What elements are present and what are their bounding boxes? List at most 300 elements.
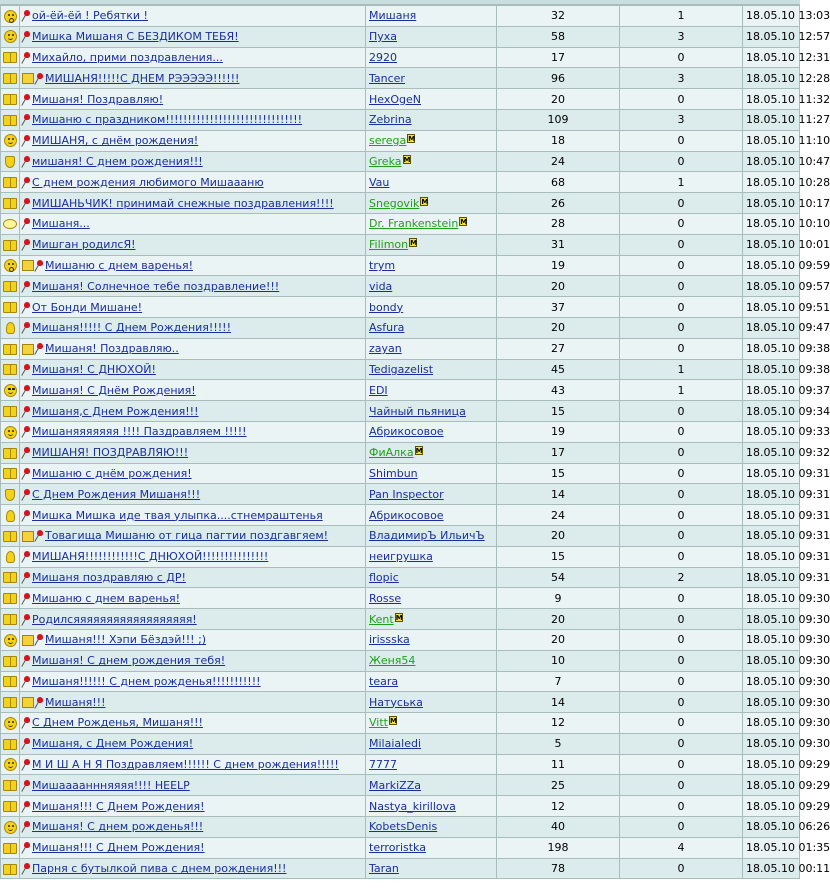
topic-mood-cell: [1, 359, 20, 380]
topic-replies-cell: 9: [497, 588, 620, 609]
topic-author-cell: [366, 525, 497, 546]
topic-cell: [20, 172, 366, 193]
author-link[interactable]: Shimbun: [369, 466, 418, 480]
pushpin-icon: [22, 863, 31, 875]
pushpin-icon: [22, 385, 31, 397]
topic-mood-cell: [1, 733, 20, 754]
book-mood-icon: [3, 801, 17, 812]
topic-views-cell: 0: [620, 754, 743, 775]
topic-title-link[interactable]: С Днем Рожденья, Мишаня!!!: [32, 716, 203, 730]
topic-title-link[interactable]: мишаня! С днем рождения!!!: [32, 154, 203, 168]
topic-cell: [20, 713, 366, 734]
topic-replies-cell: 96: [497, 68, 620, 89]
topic-last-post-date: 18.05.10 09:30: [743, 650, 800, 671]
topic-last-post-date: 18.05.10 09:30: [743, 609, 800, 630]
pushpin-icon: [22, 156, 31, 168]
author-link[interactable]: Kent: [369, 612, 394, 626]
author-link[interactable]: bondy: [369, 300, 404, 314]
topic-row: [1, 796, 800, 817]
author-link[interactable]: ВладимирЪ ИльичЪ: [369, 529, 485, 543]
topic-row: [1, 671, 800, 692]
topic-author-cell: [366, 609, 497, 630]
hot-folder-icon: [22, 344, 34, 355]
topic-replies-cell: 109: [497, 109, 620, 130]
topic-last-post-date: 18.05.10 09:47: [743, 317, 800, 338]
pushpin-icon: [22, 10, 31, 22]
book-mood-icon: [3, 739, 17, 750]
topic-author-cell: [366, 837, 497, 858]
topic-mood-cell: [1, 505, 20, 526]
pushpin-icon: [22, 447, 31, 459]
hot-folder-icon: [22, 697, 34, 708]
author-link[interactable]: KobetsDenis: [369, 820, 438, 834]
topic-replies-cell: 15: [497, 546, 620, 567]
topic-replies-cell: 20: [497, 276, 620, 297]
topic-views-cell: 0: [620, 733, 743, 754]
topic-cell: [20, 609, 366, 630]
cool-mood-icon: [4, 384, 17, 397]
topic-author-cell: [366, 588, 497, 609]
moderator-badge-icon: M: [408, 135, 416, 144]
topic-cell: [20, 546, 366, 567]
topic-replies-cell: 12: [497, 796, 620, 817]
topic-author-cell: [366, 47, 497, 68]
topic-cell: [20, 858, 366, 879]
topic-title-link[interactable]: МИШАНЯ!!!!!!!!!!!!С ДНЮХОЙ!!!!!!!!!!!!!!!: [32, 550, 269, 564]
topic-mood-cell: [1, 47, 20, 68]
book-mood-icon: [3, 94, 17, 105]
author-link[interactable]: Женя54: [369, 654, 416, 668]
topic-author-cell: [366, 380, 497, 401]
surprise-mood-icon: [4, 10, 17, 23]
topic-replies-cell: 15: [497, 401, 620, 422]
author-link[interactable]: Taran: [369, 862, 399, 876]
topic-views-cell: 1: [620, 359, 743, 380]
topic-title-link[interactable]: От Бонди Мишане!: [32, 300, 143, 314]
topic-title-link[interactable]: Мишаню с днем варенья!: [32, 591, 180, 605]
topic-views-cell: 0: [620, 609, 743, 630]
pushpin-icon: [22, 801, 31, 813]
book-mood-icon: [3, 115, 17, 126]
author-link[interactable]: Dr. Frankenstein: [369, 217, 459, 231]
author-link[interactable]: Snegovik: [369, 196, 420, 210]
author-link[interactable]: Zebrina: [369, 113, 412, 127]
topic-views-cell: 0: [620, 47, 743, 68]
topic-title-link[interactable]: Мишааааннняяяя!!!! HEELP: [32, 778, 190, 792]
topic-replies-cell: 31: [497, 234, 620, 255]
topic-list-table: [0, 5, 830, 879]
author-link[interactable]: vida: [369, 279, 393, 293]
topic-row: [1, 775, 800, 796]
book-mood-icon: [3, 302, 17, 313]
topic-mood-cell: [1, 421, 20, 442]
pushpin-icon: [35, 697, 44, 709]
topic-title-link[interactable]: Мишаня! С Днём Рождения!: [32, 383, 196, 397]
author-link[interactable]: flopic: [369, 570, 399, 584]
topic-title-link[interactable]: Мишаня! Поздравляю!: [32, 92, 164, 106]
topic-last-post-date: 18.05.10 10:28: [743, 172, 800, 193]
topic-author-cell: [366, 255, 497, 276]
topic-last-post-date: 18.05.10 10:17: [743, 193, 800, 214]
topic-last-post-date: 18.05.10 12:28: [743, 68, 800, 89]
pushpin-icon: [22, 593, 31, 605]
topic-replies-cell: 58: [497, 26, 620, 47]
moderator-badge-icon: M: [460, 218, 468, 227]
topic-cell: [20, 754, 366, 775]
author-link[interactable]: terroristka: [369, 841, 426, 855]
topic-row: [1, 193, 800, 214]
topic-title-link[interactable]: Мишаня! С ДНЮХОЙ!: [32, 362, 156, 376]
topic-author-cell: [366, 213, 497, 234]
book-mood-icon: [3, 676, 17, 687]
topic-replies-cell: 14: [497, 692, 620, 713]
topic-cell: [20, 525, 366, 546]
smile-mood-icon: [4, 426, 17, 439]
bubble-mood-icon: [3, 219, 17, 229]
topic-list-body: [1, 6, 830, 879]
topic-cell: [20, 317, 366, 338]
topic-mood-cell: [1, 817, 20, 838]
topic-replies-cell: 18: [497, 130, 620, 151]
topic-title-link[interactable]: Мишаня...: [32, 217, 90, 231]
topic-title-link[interactable]: Михайло, прими поздравления...: [32, 50, 223, 64]
topic-views-cell: 0: [620, 317, 743, 338]
cup-mood-icon: [5, 489, 15, 501]
author-link[interactable]: EDI: [369, 383, 388, 397]
pushpin-icon: [35, 73, 44, 85]
topic-row: [1, 276, 800, 297]
pushpin-icon: [22, 114, 31, 126]
topic-replies-cell: 11: [497, 754, 620, 775]
author-link[interactable]: Pan Inspector: [369, 487, 444, 501]
topic-views-cell: 0: [620, 546, 743, 567]
topic-replies-cell: 5: [497, 733, 620, 754]
topic-title-link[interactable]: Мишка Мишаня С БЕЗДИКОМ ТЕБЯ!: [32, 30, 239, 44]
author-link[interactable]: 2920: [369, 50, 397, 64]
topic-last-post-date: 18.05.10 09:38: [743, 359, 800, 380]
book-mood-icon: [3, 572, 17, 583]
author-link[interactable]: Milaialedi: [369, 737, 422, 751]
topic-row: [1, 858, 800, 879]
topic-last-post-date: 18.05.10 09:59: [743, 255, 800, 276]
topic-cell: [20, 89, 366, 110]
topic-title-link[interactable]: Мишаня! Солнечное тебе поздравление!!!: [32, 279, 280, 293]
pushpin-icon: [22, 572, 31, 584]
topic-cell: [20, 6, 366, 27]
topic-author-cell: [366, 733, 497, 754]
topic-title-link[interactable]: МИШАНЯ! ПОЗДРАВЛЯЮ!!!: [32, 446, 189, 460]
topic-cell: [20, 47, 366, 68]
moderator-badge-icon: M: [389, 717, 397, 726]
topic-title-link[interactable]: Товагища Мишаню от гица пагтии поздгавгяем!: [45, 529, 329, 543]
topic-title-link[interactable]: Мишаня! С днем рождения тебя!: [32, 654, 226, 668]
topic-views-cell: 0: [620, 297, 743, 318]
author-link[interactable]: Filimon: [369, 238, 409, 252]
topic-title-link[interactable]: Мишаняяяяяяя !!!! Паздравляем !!!!!: [32, 425, 247, 439]
topic-last-post-date: 18.05.10 09:31: [743, 567, 800, 588]
book-mood-icon: [3, 614, 17, 625]
pushpin-icon: [35, 634, 44, 646]
topic-last-post-date: 18.05.10 09:33: [743, 421, 800, 442]
topic-author-cell: [366, 484, 497, 505]
topic-title-link[interactable]: М И Ш А Н Я Поздравляем!!!!!! С днем рождения!!!!!: [32, 758, 339, 772]
topic-replies-cell: 68: [497, 172, 620, 193]
author-link[interactable]: 7777: [369, 758, 397, 772]
book-mood-icon: [3, 656, 17, 667]
topic-cell: [20, 442, 366, 463]
author-link[interactable]: teara: [369, 674, 399, 688]
topic-mood-cell: [1, 442, 20, 463]
topic-views-cell: 0: [620, 650, 743, 671]
topic-last-post-date: 18.05.10 10:10: [743, 213, 800, 234]
topic-row: [1, 442, 800, 463]
topic-title-link[interactable]: Мишаня!!! С Днем Рождения!: [32, 799, 205, 813]
topic-last-post-date: 18.05.10 10:47: [743, 151, 800, 172]
smile-mood-icon: [4, 717, 17, 730]
author-link[interactable]: zayan: [369, 342, 402, 356]
topic-replies-cell: 14: [497, 484, 620, 505]
topic-replies-cell: 37: [497, 297, 620, 318]
topic-last-post-date: 18.05.10 12:57: [743, 26, 800, 47]
author-link[interactable]: Пуха: [369, 30, 398, 44]
author-link[interactable]: Tedigazelist: [369, 362, 434, 376]
topic-replies-cell: 40: [497, 817, 620, 838]
topic-mood-cell: [1, 609, 20, 630]
topic-replies-cell: 10: [497, 650, 620, 671]
topic-replies-cell: 78: [497, 858, 620, 879]
topic-views-cell: 0: [620, 588, 743, 609]
author-link[interactable]: Vitt: [369, 716, 388, 730]
topic-replies-cell: 20: [497, 317, 620, 338]
cup-mood-icon: [5, 156, 15, 168]
topic-title-link[interactable]: МИШАНЯ!!!!!С ДНЕМ РЭЭЭЭЭ!!!!!!: [45, 71, 240, 85]
topic-title-link[interactable]: Мишаня!!! Хэпи Бёздэй!!! ;): [45, 633, 207, 647]
author-link[interactable]: serega: [369, 134, 407, 148]
topic-author-cell: [366, 317, 497, 338]
topic-mood-cell: [1, 692, 20, 713]
author-link[interactable]: Абрикосовое: [369, 508, 444, 522]
topic-replies-cell: 25: [497, 775, 620, 796]
topic-replies-cell: 24: [497, 505, 620, 526]
topic-title-link[interactable]: Мишаню с днём рождения!: [32, 466, 192, 480]
topic-last-post-date: 18.05.10 09:30: [743, 588, 800, 609]
topic-title-link[interactable]: Мишаня! Поздравляю..: [45, 342, 179, 356]
pushpin-icon: [22, 717, 31, 729]
topic-title-link[interactable]: Мишаня!!! С Днем Рождения!: [32, 841, 205, 855]
topic-cell: [20, 151, 366, 172]
topic-mood-cell: [1, 796, 20, 817]
topic-last-post-date: 18.05.10 10:01: [743, 234, 800, 255]
topic-cell: [20, 26, 366, 47]
topic-last-post-date: 18.05.10 09:30: [743, 692, 800, 713]
topic-last-post-date: 18.05.10 09:37: [743, 380, 800, 401]
topic-title-link[interactable]: Мишаня поздравляю с ДР!: [32, 570, 186, 584]
author-link[interactable]: trym: [369, 258, 396, 272]
topic-row: [1, 401, 800, 422]
topic-title-link[interactable]: Мишаня!!!!!! С днем рожденья!!!!!!!!!!!: [32, 674, 261, 688]
topic-replies-cell: 24: [497, 151, 620, 172]
topic-cell: [20, 109, 366, 130]
topic-last-post-date: 18.05.10 09:31: [743, 463, 800, 484]
topic-cell: [20, 463, 366, 484]
book-mood-icon: [3, 843, 17, 854]
topic-views-cell: 0: [620, 817, 743, 838]
topic-last-post-date: 18.05.10 09:30: [743, 671, 800, 692]
topic-views-cell: 1: [620, 172, 743, 193]
topic-replies-cell: 43: [497, 380, 620, 401]
author-link[interactable]: Greka: [369, 154, 402, 168]
hot-folder-icon: [22, 531, 34, 542]
author-link[interactable]: Vau: [369, 175, 390, 189]
pushpin-icon: [22, 322, 31, 334]
pushpin-icon: [22, 676, 31, 688]
topic-row: [1, 525, 800, 546]
topic-views-cell: 0: [620, 130, 743, 151]
topic-author-cell: [366, 276, 497, 297]
author-link[interactable]: Asfura: [369, 321, 405, 335]
topic-cell: [20, 255, 366, 276]
topic-title-link[interactable]: МИШАНЯ, с днём рождения!: [32, 134, 199, 148]
topic-mood-cell: [1, 109, 20, 130]
hot-folder-icon: [22, 260, 34, 271]
book-mood-icon: [3, 344, 17, 355]
topic-mood-cell: [1, 484, 20, 505]
topic-views-cell: 4: [620, 837, 743, 858]
hot-folder-icon: [22, 73, 34, 84]
topic-title-link[interactable]: ой-ёй-ёй ! Ребятки !: [32, 9, 148, 23]
book-mood-icon: [3, 593, 17, 604]
topic-views-cell: 0: [620, 671, 743, 692]
topic-views-cell: 1: [620, 380, 743, 401]
topic-title-link[interactable]: Мишаня,с Днем Рождения!!!: [32, 404, 199, 418]
topic-row: [1, 338, 800, 359]
pushpin-icon: [22, 468, 31, 480]
topic-title-link[interactable]: Мишаня!!!!! С Днем Рождения!!!!!: [32, 321, 231, 335]
topic-mood-cell: [1, 213, 20, 234]
bulb-mood-icon: [6, 510, 15, 522]
moderator-badge-icon: M: [415, 447, 423, 456]
topic-row: [1, 692, 800, 713]
topic-row: [1, 89, 800, 110]
topic-title-link[interactable]: Мишаня!!!: [45, 695, 106, 709]
moderator-badge-icon: M: [421, 197, 429, 206]
author-link[interactable]: Чайный пьяница: [369, 404, 466, 418]
topic-views-cell: 0: [620, 338, 743, 359]
topic-replies-cell: 20: [497, 629, 620, 650]
pushpin-icon: [22, 489, 31, 501]
topic-row: [1, 213, 800, 234]
pushpin-icon: [22, 198, 31, 210]
topic-cell: [20, 775, 366, 796]
topic-views-cell: 0: [620, 505, 743, 526]
topic-mood-cell: [1, 567, 20, 588]
topic-cell: [20, 796, 366, 817]
book-mood-icon: [3, 780, 17, 791]
topic-cell: [20, 130, 366, 151]
topic-mood-cell: [1, 713, 20, 734]
topic-replies-cell: 26: [497, 193, 620, 214]
topic-cell: [20, 234, 366, 255]
topic-title-link[interactable]: С Днем Рождения Мишаня!!!: [32, 487, 201, 501]
topic-author-cell: [366, 359, 497, 380]
author-link[interactable]: ФиАлка: [369, 446, 414, 460]
smile-mood-icon: [4, 134, 17, 147]
topic-mood-cell: [1, 151, 20, 172]
topic-title-link[interactable]: МИШАНЬЧИК! принимай снежные поздравления!!!!: [32, 196, 334, 210]
topic-replies-cell: 17: [497, 442, 620, 463]
topic-views-cell: 0: [620, 213, 743, 234]
topic-cell: [20, 421, 366, 442]
topic-row: [1, 505, 800, 526]
topic-title-link[interactable]: Мишган родилсЯ!: [32, 238, 136, 252]
topic-row: [1, 172, 800, 193]
topic-cell: [20, 567, 366, 588]
topic-author-cell: [366, 109, 497, 130]
topic-cell: [20, 837, 366, 858]
author-link[interactable]: Натуська: [369, 695, 423, 709]
smile-mood-icon: [4, 634, 17, 647]
topic-author-cell: [366, 713, 497, 734]
topic-author-cell: [366, 629, 497, 650]
topic-row: [1, 151, 800, 172]
pushpin-icon: [22, 218, 31, 230]
topic-mood-cell: [1, 463, 20, 484]
author-link[interactable]: irissska: [369, 633, 410, 647]
topic-author-cell: [366, 754, 497, 775]
topic-row: [1, 234, 800, 255]
author-link[interactable]: Nastya_kirillova: [369, 799, 456, 813]
topic-replies-cell: 28: [497, 213, 620, 234]
topic-last-post-date: 18.05.10 09:57: [743, 276, 800, 297]
topic-row: [1, 754, 800, 775]
topic-views-cell: 3: [620, 26, 743, 47]
book-mood-icon: [3, 52, 17, 63]
topic-last-post-date: 18.05.10 09:31: [743, 525, 800, 546]
topic-title-link[interactable]: Мишаню с праздником!!!!!!!!!!!!!!!!!!!!!!!!!!!!!!!: [32, 113, 303, 127]
author-link[interactable]: MarkiZZa: [369, 778, 421, 792]
topic-author-cell: [366, 567, 497, 588]
topic-last-post-date: 18.05.10 11:27: [743, 109, 800, 130]
topic-title-link[interactable]: Мишка Мишка иде твая улыпка....стнемраштенья: [32, 508, 323, 522]
topic-cell: [20, 588, 366, 609]
author-link[interactable]: Tancer: [369, 71, 405, 85]
topic-title-link[interactable]: Мишаня! С днем рожденья!!!: [32, 820, 204, 834]
topic-views-cell: 0: [620, 421, 743, 442]
author-link[interactable]: Мишаня: [369, 9, 417, 23]
topic-views-cell: 2: [620, 567, 743, 588]
topic-cell: [20, 401, 366, 422]
author-link[interactable]: Rosse: [369, 591, 402, 605]
author-link[interactable]: Абрикосовое: [369, 425, 444, 439]
topic-title-link[interactable]: Парня с бутылкой пива с днем рождения!!!: [32, 862, 287, 876]
pushpin-icon: [22, 510, 31, 522]
topic-last-post-date: 18.05.10 09:31: [743, 505, 800, 526]
topic-mood-cell: [1, 671, 20, 692]
topic-mood-cell: [1, 754, 20, 775]
topic-last-post-date: 18.05.10 11:32: [743, 89, 800, 110]
topic-mood-cell: [1, 6, 20, 27]
topic-author-cell: [366, 650, 497, 671]
topic-title-link[interactable]: Родилсяяяяяяяяяяяяяяяяяя!: [32, 612, 197, 626]
topic-last-post-date: 18.05.10 06:26: [743, 817, 800, 838]
author-link[interactable]: HexOgeN: [369, 92, 421, 106]
pushpin-icon: [22, 364, 31, 376]
book-mood-icon: [3, 240, 17, 251]
author-link[interactable]: неигрушка: [369, 550, 433, 564]
topic-title-link[interactable]: Мишаню с днем варенья!: [45, 258, 193, 272]
topic-title-link[interactable]: С днем рождения любимого Мишаааню: [32, 175, 264, 189]
topic-title-link[interactable]: Мишаня, с Днем Рождения!: [32, 737, 194, 751]
